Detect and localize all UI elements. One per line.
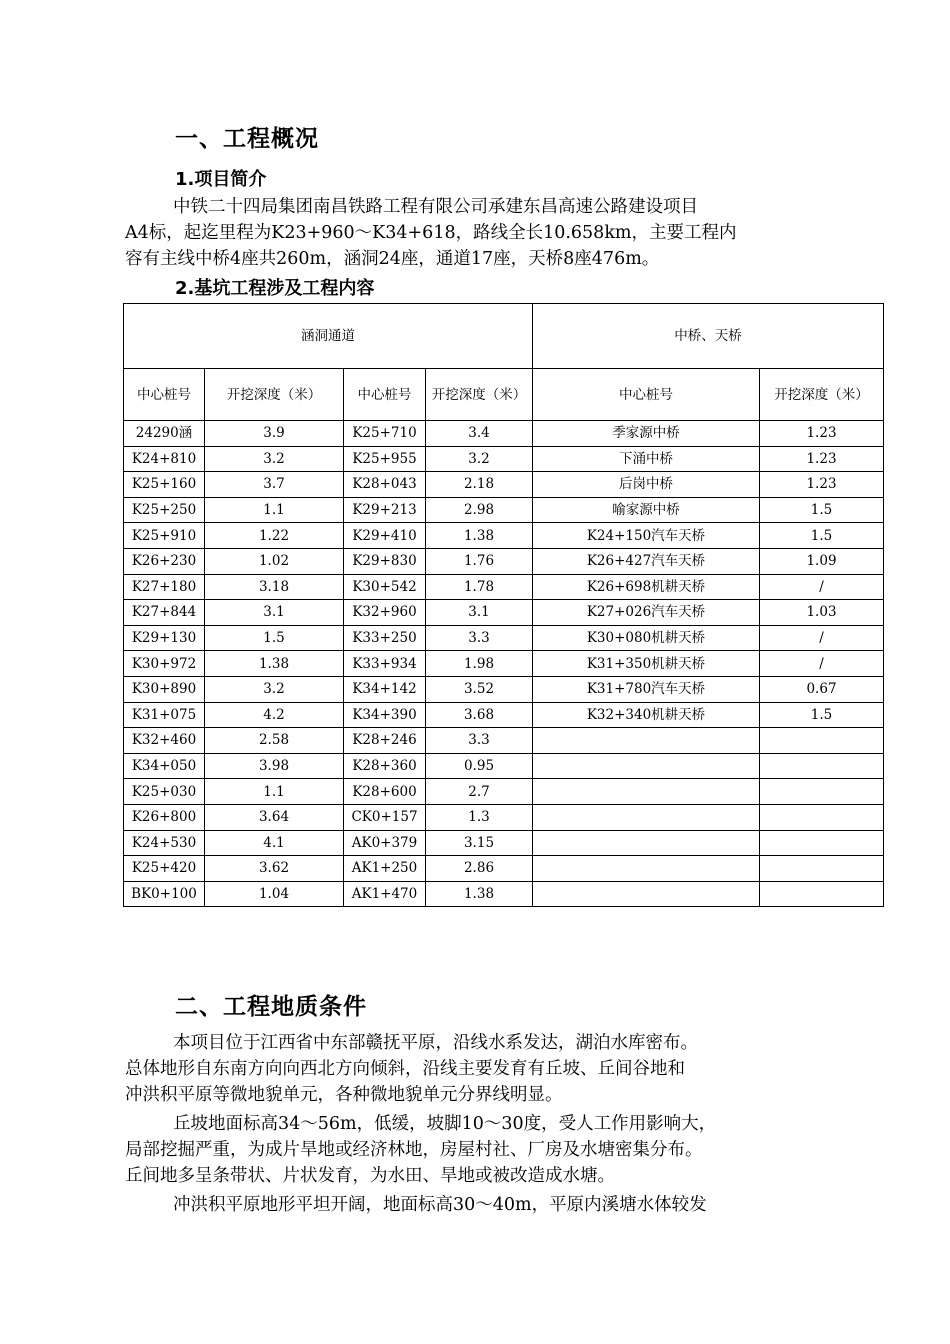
bridge-depth-cell: 1.5 — [760, 523, 884, 549]
table-row — [124, 625, 884, 651]
culvert-depth-cell: 4.1 — [205, 830, 344, 856]
culvert-depth-cell: 3.18 — [205, 574, 344, 600]
culvert-depth-cell: 3.9 — [205, 421, 344, 447]
passage-depth-cell: 3.1 — [426, 600, 533, 626]
intro-line-1: 中铁二十四局集团南昌铁路工程有限公司承建东昌高速公路建设项目 — [173, 197, 698, 217]
passage-stake-cell: K30+542 — [344, 574, 426, 600]
passage-stake-cell: K29+830 — [344, 548, 426, 574]
culvert-depth-cell: 1.1 — [205, 779, 344, 805]
bridge-name-cell: 喻家源中桥 — [533, 497, 760, 523]
bridge-depth-cell: 1.09 — [760, 548, 884, 574]
culvert-depth-cell: 1.1 — [205, 497, 344, 523]
culvert-depth-cell: 3.7 — [205, 472, 344, 498]
table-row — [124, 600, 884, 626]
geo-p1-line-3: 冲洪积平原等微地貌单元，各种微地貌单元分界线明显。 — [125, 1085, 563, 1105]
table-row — [124, 472, 884, 498]
culvert-stake-cell: K27+844 — [124, 600, 205, 626]
culvert-stake-cell: K27+180 — [124, 574, 205, 600]
col-header-depth-2: 开挖深度（米） — [426, 369, 533, 421]
bridge-name-cell: K31+780汽车天桥 — [533, 676, 760, 702]
passage-stake-cell: K25+710 — [344, 421, 426, 447]
culvert-depth-cell: 3.2 — [205, 446, 344, 472]
table-row — [124, 651, 884, 677]
passage-depth-cell: 3.52 — [426, 676, 533, 702]
passage-depth-cell: 2.86 — [426, 856, 533, 882]
culvert-stake-cell: K30+890 — [124, 676, 205, 702]
passage-stake-cell: AK1+250 — [344, 856, 426, 882]
culvert-stake-cell: BK0+100 — [124, 881, 205, 907]
bridge-depth-cell: 1.23 — [760, 446, 884, 472]
intro-line-2: A4标，起迄里程为K23+960～K34+618，路线全长10.658km，主要工程内 — [125, 223, 737, 243]
table-row — [124, 830, 884, 856]
bridge-depth-cell — [760, 804, 884, 830]
passage-stake-cell: K29+213 — [344, 497, 426, 523]
passage-stake-cell: K34+390 — [344, 702, 426, 728]
culvert-stake-cell: K34+050 — [124, 753, 205, 779]
geology-paragraph-2 — [125, 1111, 853, 1189]
table-row — [124, 702, 884, 728]
bridge-name-cell: K24+150汽车天桥 — [533, 523, 760, 549]
bridge-name-cell: 下涌中桥 — [533, 446, 760, 472]
table-row — [124, 548, 884, 574]
table-row — [124, 446, 884, 472]
group-culvert-header: 涵洞通道 — [124, 304, 533, 369]
passage-stake-cell: K34+142 — [344, 676, 426, 702]
bridge-depth-cell — [760, 728, 884, 754]
table-row — [124, 856, 884, 882]
passage-depth-cell: 3.68 — [426, 702, 533, 728]
col-header-depth-3: 开挖深度（米） — [760, 369, 884, 421]
culvert-stake-cell: K29+130 — [124, 625, 205, 651]
bridge-name-cell — [533, 804, 760, 830]
passage-depth-cell: 1.3 — [426, 804, 533, 830]
culvert-depth-cell: 3.1 — [205, 600, 344, 626]
col-header-depth-1: 开挖深度（米） — [205, 369, 344, 421]
culvert-stake-cell: K25+160 — [124, 472, 205, 498]
intro-line-3: 容有主线中桥4座共260m，涵洞24座，通道17座，天桥8座476m。 — [125, 249, 660, 269]
bridge-name-cell: K30+080机耕天桥 — [533, 625, 760, 651]
passage-stake-cell: K28+600 — [344, 779, 426, 805]
culvert-stake-cell: K26+800 — [124, 804, 205, 830]
passage-depth-cell: 2.7 — [426, 779, 533, 805]
pit-works-heading: 2.基坑工程涉及工程内容 — [175, 278, 375, 299]
bridge-depth-cell: 1.23 — [760, 421, 884, 447]
geo-p1-line-1: 本项目位于江西省中东部赣抚平原，沿线水系发达，湖泊水库密布。 — [173, 1033, 698, 1053]
geology-paragraph-3 — [125, 1192, 853, 1218]
passage-depth-cell: 1.38 — [426, 881, 533, 907]
passage-stake-cell: AK1+470 — [344, 881, 426, 907]
bridge-name-cell: K27+026汽车天桥 — [533, 600, 760, 626]
culvert-depth-cell: 1.02 — [205, 548, 344, 574]
geo-p2-line-2: 局部挖掘严重，为成片旱地或经济林地，房屋村社、厂房及水塘密集分布。 — [125, 1140, 703, 1160]
col-header-stake-1: 中心桩号 — [124, 369, 205, 421]
geo-p2-line-1: 丘坡地面标高34～56m，低缓，坡脚10～30度，受人工作用影响大， — [173, 1114, 717, 1134]
pit-works-table — [123, 303, 884, 907]
passage-depth-cell: 3.2 — [426, 446, 533, 472]
culvert-stake-cell: K32+460 — [124, 728, 205, 754]
passage-depth-cell: 1.98 — [426, 651, 533, 677]
bridge-depth-cell — [760, 753, 884, 779]
culvert-stake-cell: K25+030 — [124, 779, 205, 805]
geo-p3-line-1: 冲洪积平原地形平坦开阔，地面标高30～40m，平原内溪塘水体较发 — [173, 1195, 707, 1215]
section-1-heading: 一、工程概况 — [175, 126, 319, 152]
bridge-name-cell — [533, 779, 760, 805]
passage-depth-cell: 2.18 — [426, 472, 533, 498]
culvert-stake-cell: K24+810 — [124, 446, 205, 472]
bridge-name-cell: K26+427汽车天桥 — [533, 548, 760, 574]
bridge-depth-cell: 1.23 — [760, 472, 884, 498]
table-row — [124, 574, 884, 600]
passage-depth-cell: 3.4 — [426, 421, 533, 447]
bridge-depth-cell: / — [760, 625, 884, 651]
bridge-depth-cell: 1.5 — [760, 702, 884, 728]
bridge-depth-cell: 1.03 — [760, 600, 884, 626]
table-row — [124, 523, 884, 549]
bridge-depth-cell: 1.5 — [760, 497, 884, 523]
passage-depth-cell: 1.38 — [426, 523, 533, 549]
culvert-stake-cell: K26+230 — [124, 548, 205, 574]
bridge-depth-cell — [760, 881, 884, 907]
bridge-name-cell: K32+340机耕天桥 — [533, 702, 760, 728]
culvert-stake-cell: K25+250 — [124, 497, 205, 523]
table-header-row — [124, 369, 884, 421]
passage-stake-cell: K32+960 — [344, 600, 426, 626]
passage-depth-cell: 1.76 — [426, 548, 533, 574]
bridge-depth-cell — [760, 779, 884, 805]
culvert-stake-cell: K24+530 — [124, 830, 205, 856]
culvert-depth-cell: 2.58 — [205, 728, 344, 754]
table-row — [124, 779, 884, 805]
bridge-name-cell — [533, 728, 760, 754]
culvert-depth-cell: 1.5 — [205, 625, 344, 651]
bridge-name-cell — [533, 856, 760, 882]
bridge-depth-cell: / — [760, 651, 884, 677]
table-row — [124, 728, 884, 754]
culvert-stake-cell: K25+910 — [124, 523, 205, 549]
passage-depth-cell: 3.3 — [426, 625, 533, 651]
group-bridge-header: 中桥、天桥 — [533, 304, 884, 369]
culvert-stake-cell: K31+075 — [124, 702, 205, 728]
col-header-stake-2: 中心桩号 — [344, 369, 426, 421]
bridge-depth-cell: / — [760, 574, 884, 600]
col-header-stake-3: 中心桩号 — [533, 369, 760, 421]
culvert-depth-cell: 1.04 — [205, 881, 344, 907]
passage-stake-cell: K29+410 — [344, 523, 426, 549]
bridge-name-cell — [533, 753, 760, 779]
geo-p1-line-2: 总体地形自东南方向向西北方向倾斜，沿线主要发育有丘坡、丘间谷地和 — [125, 1059, 685, 1079]
project-intro-paragraph — [125, 194, 853, 272]
geo-p2-line-3: 丘间地多呈条带状、片状发育，为水田、旱地或被改造成水塘。 — [125, 1166, 615, 1186]
table-group-row — [124, 304, 884, 369]
passage-depth-cell: 2.98 — [426, 497, 533, 523]
passage-stake-cell: K28+360 — [344, 753, 426, 779]
geology-paragraph-1 — [125, 1030, 853, 1108]
passage-depth-cell: 3.3 — [426, 728, 533, 754]
table-row — [124, 421, 884, 447]
table-row — [124, 753, 884, 779]
table-row — [124, 881, 884, 907]
passage-stake-cell: K33+934 — [344, 651, 426, 677]
passage-stake-cell: K25+955 — [344, 446, 426, 472]
culvert-depth-cell: 1.22 — [205, 523, 344, 549]
passage-stake-cell: AK0+379 — [344, 830, 426, 856]
passage-stake-cell: CK0+157 — [344, 804, 426, 830]
bridge-name-cell: K26+698机耕天桥 — [533, 574, 760, 600]
culvert-depth-cell: 3.62 — [205, 856, 344, 882]
passage-depth-cell: 1.78 — [426, 574, 533, 600]
table-row — [124, 497, 884, 523]
table-row — [124, 676, 884, 702]
culvert-stake-cell: K25+420 — [124, 856, 205, 882]
culvert-depth-cell: 3.64 — [205, 804, 344, 830]
culvert-depth-cell: 1.38 — [205, 651, 344, 677]
bridge-name-cell: 季家源中桥 — [533, 421, 760, 447]
passage-stake-cell: K28+246 — [344, 728, 426, 754]
passage-stake-cell: K28+043 — [344, 472, 426, 498]
section-2-heading: 二、工程地质条件 — [175, 994, 367, 1020]
bridge-name-cell — [533, 881, 760, 907]
passage-stake-cell: K33+250 — [344, 625, 426, 651]
passage-depth-cell: 0.95 — [426, 753, 533, 779]
bridge-name-cell: 后岗中桥 — [533, 472, 760, 498]
culvert-depth-cell: 3.2 — [205, 676, 344, 702]
bridge-depth-cell — [760, 830, 884, 856]
culvert-depth-cell: 3.98 — [205, 753, 344, 779]
table-row — [124, 804, 884, 830]
culvert-depth-cell: 4.2 — [205, 702, 344, 728]
culvert-stake-cell: 24290涵 — [124, 421, 205, 447]
bridge-depth-cell: 0.67 — [760, 676, 884, 702]
bridge-name-cell: K31+350机耕天桥 — [533, 651, 760, 677]
passage-depth-cell: 3.15 — [426, 830, 533, 856]
bridge-name-cell — [533, 830, 760, 856]
culvert-stake-cell: K30+972 — [124, 651, 205, 677]
project-intro-heading: 1.项目简介 — [175, 169, 267, 190]
bridge-depth-cell — [760, 856, 884, 882]
